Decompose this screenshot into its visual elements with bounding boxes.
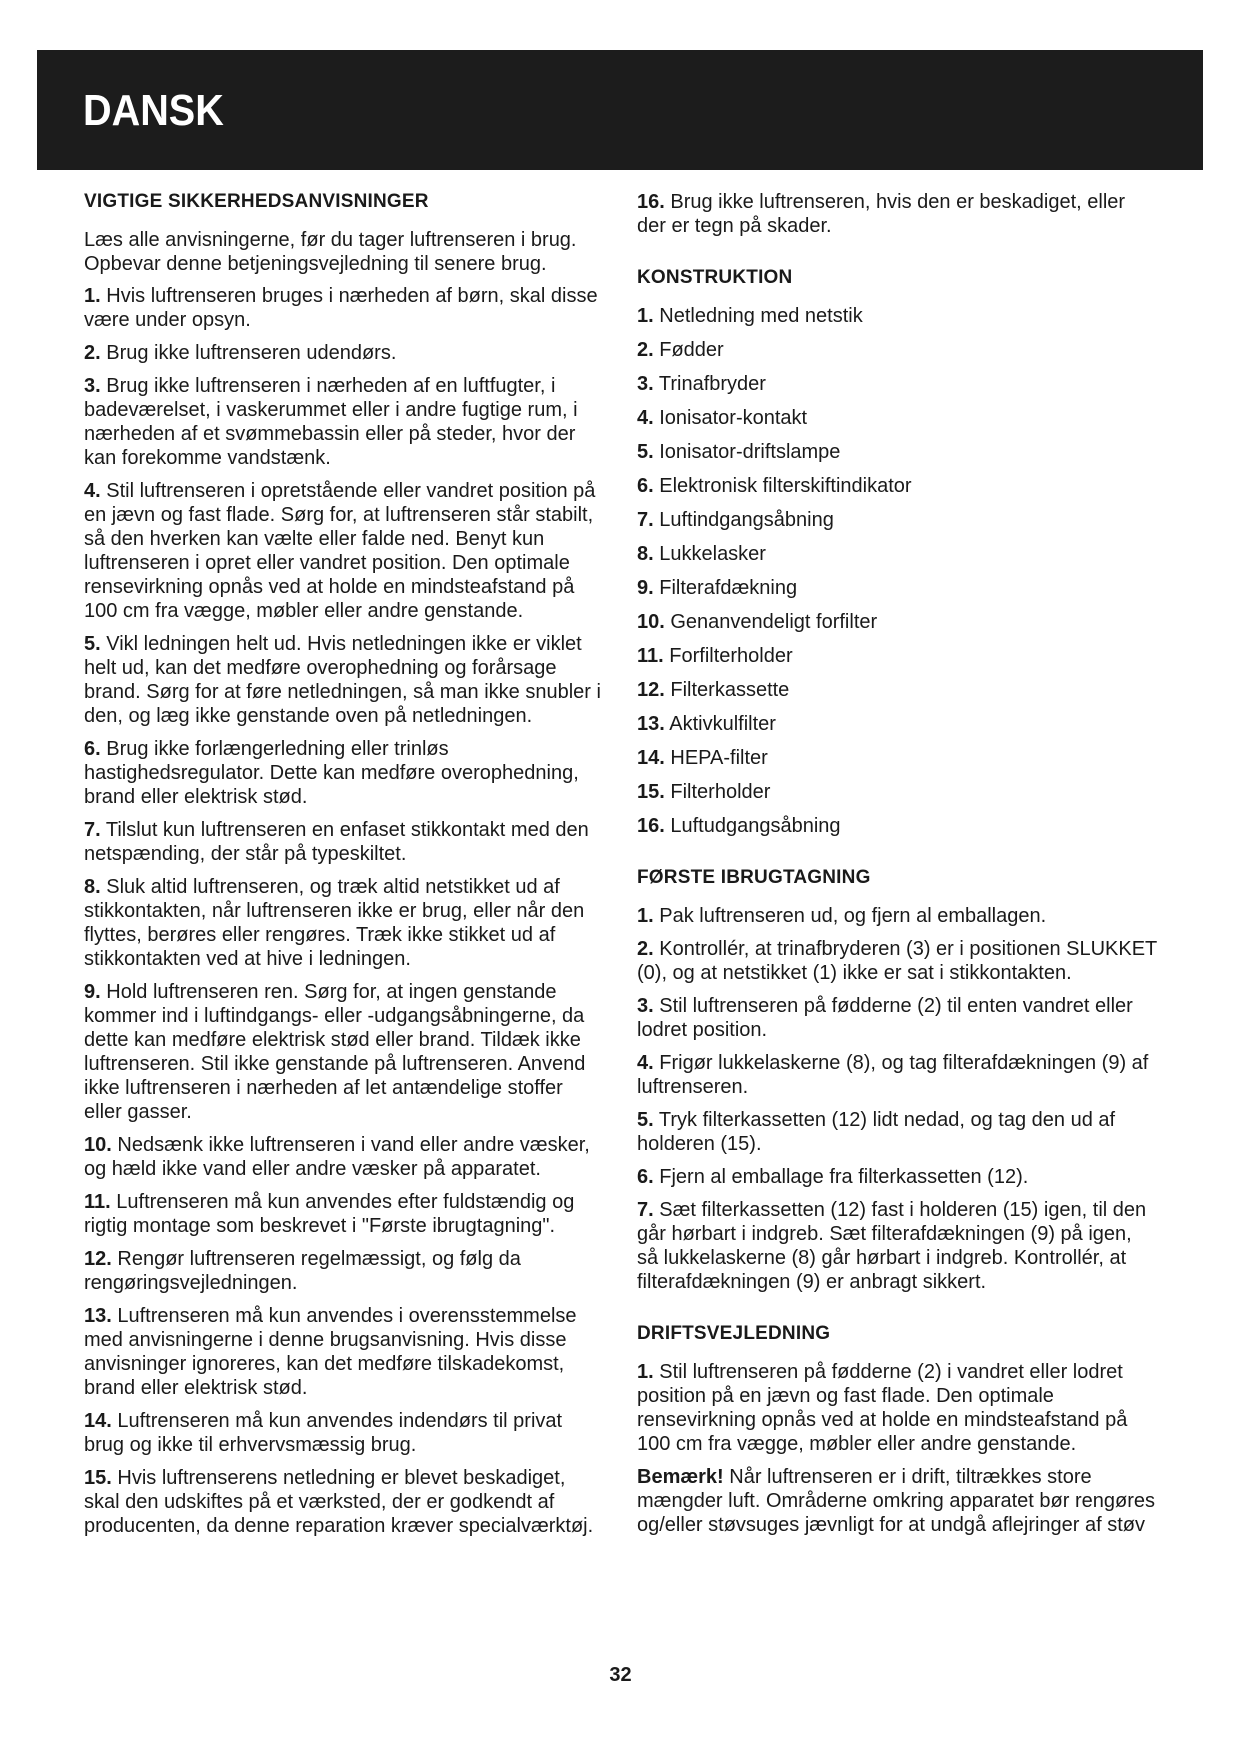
list-item: [637, 746, 1157, 770]
item-number: 14.: [637, 747, 665, 769]
list-item: [637, 994, 1157, 1042]
list-item: [84, 374, 604, 470]
item-number: 6.: [84, 738, 101, 760]
list-item: [637, 542, 1157, 566]
item-text: Nedsænk ikke luftrenseren i vand eller andre væsker, og hæld ikke vand eller andre væsker på apparatet.: [84, 1134, 590, 1180]
item-number: 2.: [637, 339, 654, 361]
item-number: 16.: [637, 191, 665, 213]
list-item: [84, 1466, 604, 1538]
safety-heading: VIGTIGE SIKKERHEDSANVISNINGER: [84, 191, 429, 212]
item-text: Stil luftrenseren på fødderne (2) i vandret eller lodret position på en jævn og fast flade. Den optimale rensevirkning opnås ved at holde en mindsteafstand på 100 cm fra vægge, møbler eller andre genstande.: [637, 1361, 1128, 1455]
item-number: 4.: [637, 1052, 654, 1074]
item-text: Lukkelasker: [659, 543, 766, 565]
list-item: [637, 304, 1157, 328]
list-item: [637, 1051, 1157, 1099]
item-number: 7.: [637, 509, 654, 531]
item-text: Rengør luftrenseren regelmæssigt, og følg da rengøringsvejledningen.: [84, 1248, 521, 1294]
item-number: 7.: [84, 819, 101, 841]
item-number: 12.: [84, 1248, 112, 1270]
item-number: 4.: [84, 480, 101, 502]
item-text: Hvis luftrenseren bruges i nærheden af børn, skal disse være under opsyn.: [84, 285, 598, 331]
item-number: 6.: [637, 475, 654, 497]
item-text: Brug ikke luftrenseren i nærheden af en luftfugter, i badeværelset, i vaskerummet eller i andre fugtige rum, i nærheden af et svømmebassin eller på steder, hvor der kan forekomme vandstænk.: [84, 375, 578, 469]
item-number: 15.: [84, 1467, 112, 1489]
item-number: 7.: [637, 1199, 654, 1221]
list-item: [637, 440, 1157, 464]
item-text: Frigør lukkelaskerne (8), og tag filterafdækningen (9) af luftrenseren.: [637, 1052, 1149, 1098]
operation-note: [637, 1465, 1157, 1537]
item-number: 11.: [84, 1191, 111, 1213]
list-item: [637, 814, 1157, 838]
safety-list: [84, 284, 604, 1538]
item-number: 5.: [637, 1109, 654, 1131]
item-number: 1.: [637, 905, 654, 927]
list-item: [637, 338, 1157, 362]
note-label: Bemærk!: [637, 1466, 724, 1488]
item-number: 1.: [637, 1361, 654, 1383]
list-item: [637, 712, 1157, 736]
list-item: [637, 190, 1157, 238]
list-item: [637, 1198, 1157, 1294]
item-number: 8.: [84, 876, 101, 898]
first-use-list: [637, 904, 1157, 1294]
item-number: 3.: [637, 373, 654, 395]
item-number: 10.: [84, 1134, 112, 1156]
operation-heading: DRIFTSVEJLEDNING: [637, 1323, 831, 1344]
item-number: 8.: [637, 543, 654, 565]
list-item: [637, 474, 1157, 498]
item-number: 11.: [637, 645, 664, 667]
item-text: Luftrenseren må kun anvendes i overensstemmelse med anvisningerne i denne brugsanvisning. Hvis disse anvisninger ignoreres, kan det medføre tilskadekomst, brand eller elektrisk stød.: [84, 1305, 577, 1399]
item-text: Luftrenseren må kun anvendes indendørs til privat brug og ikke til erhvervsmæssig brug.: [84, 1410, 563, 1456]
first-use-heading: FØRSTE IBRUGTAGNING: [637, 867, 871, 888]
right-column: [637, 190, 1157, 1545]
list-item: [637, 904, 1157, 928]
item-text: Luftrenseren må kun anvendes efter fuldstændig og rigtig montage som beskrevet i "Første ibrugtagning".: [84, 1191, 575, 1237]
item-number: 5.: [84, 633, 101, 655]
list-item: [84, 1409, 604, 1457]
item-number: 3.: [637, 995, 654, 1017]
note-text: Når luftrenseren er i drift, tiltrækkes store mængder luft. Områderne omkring apparatet bør rengøres og/eller støvsuges jævnligt for at undgå aflejringer af støv: [637, 1466, 1155, 1536]
item-text: Fjern al emballage fra filterkassetten (12).: [659, 1166, 1029, 1188]
item-text: Elektronisk filterskiftindikator: [659, 475, 912, 497]
item-text: Stil luftrenseren på fødderne (2) til enten vandret eller lodret position.: [637, 995, 1133, 1041]
item-text: Netledning med netstik: [659, 305, 863, 327]
list-item: [637, 406, 1157, 430]
item-number: 9.: [637, 577, 654, 599]
item-number: 3.: [84, 375, 101, 397]
item-text: Trinafbryder: [658, 373, 766, 395]
list-item: [84, 632, 604, 728]
item-text: Stil luftrenseren i opretstående eller vandret position på en jævn og fast flade. Sørg for, at luftrenseren står stabilt, så den hverken kan vælte eller falde ned. Benyt kun luftrenseren i opret eller vandret position. Den optimale rensevirkning opnås ved at holde en mindsteafstand på 100 cm fra vægge, møbler eller andre genstande.: [84, 480, 596, 622]
list-item: [637, 780, 1157, 804]
item-text: Ionisator-driftslampe: [659, 441, 841, 463]
list-item: [637, 610, 1157, 634]
list-item: [637, 644, 1157, 668]
item-text: Aktivkulfilter: [669, 713, 776, 735]
item-number: 1.: [637, 305, 654, 327]
construction-list: [637, 304, 1157, 838]
list-item: [84, 341, 604, 365]
item-number: 15.: [637, 781, 665, 803]
list-item: [637, 372, 1157, 396]
construction-section: [637, 266, 1157, 838]
construction-heading: KONSTRUKTION: [637, 267, 793, 288]
item-number: 5.: [637, 441, 654, 463]
item-text: Pak luftrenseren ud, og fjern al emballagen.: [659, 905, 1047, 927]
item-number: 6.: [637, 1166, 654, 1188]
item-text: Forfilterholder: [669, 645, 793, 667]
operation-section: [637, 1322, 1157, 1537]
page-number: 32: [609, 1664, 632, 1686]
item-text: Sluk altid luftrenseren, og træk altid netstikket ud af stikkontakten, når luftrenseren ikke er brug, eller når den flyttes, berøres eller rengøres. Træk ikke stikket ud af stikkontakten ved at hive i ledningen.: [84, 876, 585, 970]
item-text: Filterholder: [670, 781, 771, 803]
item-number: 2.: [637, 938, 654, 960]
item-text: Vikl ledningen helt ud. Hvis netledningen ikke er viklet helt ud, kan det medføre overophedning og forårsage brand. Sørg for at føre netledningen, så man ikke snubler i den, og læg ikke genstande oven på netledningen.: [84, 633, 601, 727]
language-banner: [37, 50, 1203, 170]
item-text: Luftudgangsåbning: [670, 815, 841, 837]
item-text: Genanvendeligt forfilter: [670, 611, 878, 633]
list-item: [637, 1165, 1157, 1189]
list-item: [84, 1133, 604, 1181]
list-item: [84, 818, 604, 866]
item-text: HEPA-filter: [670, 747, 768, 769]
first-use-section: [637, 866, 1157, 1294]
list-item: [637, 508, 1157, 532]
item-text: Tryk filterkassetten (12) lidt nedad, og tag den ud af holderen (15).: [637, 1109, 1116, 1155]
list-item: [84, 479, 604, 623]
list-item: [637, 1108, 1157, 1156]
list-item: [637, 937, 1157, 985]
operation-list: [637, 1360, 1157, 1456]
list-item: [84, 875, 604, 971]
item-text: Filterkassette: [670, 679, 790, 701]
item-number: 13.: [84, 1305, 112, 1327]
list-item: [84, 980, 604, 1124]
item-number: 14.: [84, 1410, 112, 1432]
language-title: DANSK: [83, 86, 224, 135]
item-number: 12.: [637, 679, 665, 701]
item-number: 16.: [637, 815, 665, 837]
list-item: [84, 737, 604, 809]
item-text: Kontrollér, at trinafbryderen (3) er i positionen SLUKKET (0), og at netstikket (1) ikke er sat i stikkontakten.: [637, 938, 1157, 984]
list-item: [84, 1190, 604, 1238]
item-number: 13.: [637, 713, 665, 735]
list-item: [84, 1247, 604, 1295]
item-text: Brug ikke forlængerledning eller trinløs hastighedsregulator. Dette kan medføre overophedning, brand eller elektrisk stød.: [84, 738, 579, 808]
item-number: 4.: [637, 407, 654, 429]
list-item: [84, 284, 604, 332]
item-number: 2.: [84, 342, 101, 364]
item-text: Luftindgangsåbning: [659, 509, 834, 531]
safety-intro: Læs alle anvisningerne, før du tager luftrenseren i brug. Opbevar denne betjeningsvejledning til senere brug.: [84, 229, 577, 275]
item-text: Brug ikke luftrenseren udendørs.: [106, 342, 397, 364]
list-item: [637, 576, 1157, 600]
item-text: Ionisator-kontakt: [659, 407, 808, 429]
list-item: [637, 678, 1157, 702]
item-text: Hvis luftrenserens netledning er blevet beskadiget, skal den udskiftes på et værksted, der er godkendt af producenten, da denne reparation kræver specialværktøj.: [84, 1467, 594, 1537]
item-text: Fødder: [659, 339, 724, 361]
safety-list-continued: [637, 190, 1157, 238]
item-number: 1.: [84, 285, 101, 307]
item-text: Hold luftrenseren ren. Sørg for, at ingen genstande kommer ind i luftindgangs- eller -udgangsåbningerne, da dette kan medføre elektrisk stød eller brand. Tildæk ikke luftrenseren. Stil ikke genstande på luftrenseren. Anvend ikke luftrenseren i nærheden af let antændelige stoffer eller gasser.: [84, 981, 586, 1123]
item-text: Sæt filterkassetten (12) fast i holderen (15) igen, til den går hørbart i indgreb. Sæt filterafdækningen (9) på igen, så lukkelaskerne (8) går hørbart i indgreb. Kontrollér, at filterafdækningen (9) er anbragt sikkert.: [637, 1199, 1147, 1293]
list-item: [637, 1360, 1157, 1456]
item-text: Tilslut kun luftrenseren en enfaset stikkontakt med den netspænding, der står på typeskiltet.: [84, 819, 589, 865]
left-column: [84, 190, 604, 1547]
item-number: 10.: [637, 611, 665, 633]
item-text: Brug ikke luftrenseren, hvis den er beskadiget, eller der er tegn på skader.: [637, 191, 1126, 237]
item-text: Filterafdækning: [659, 577, 798, 599]
list-item: [84, 1304, 604, 1400]
item-number: 9.: [84, 981, 101, 1003]
